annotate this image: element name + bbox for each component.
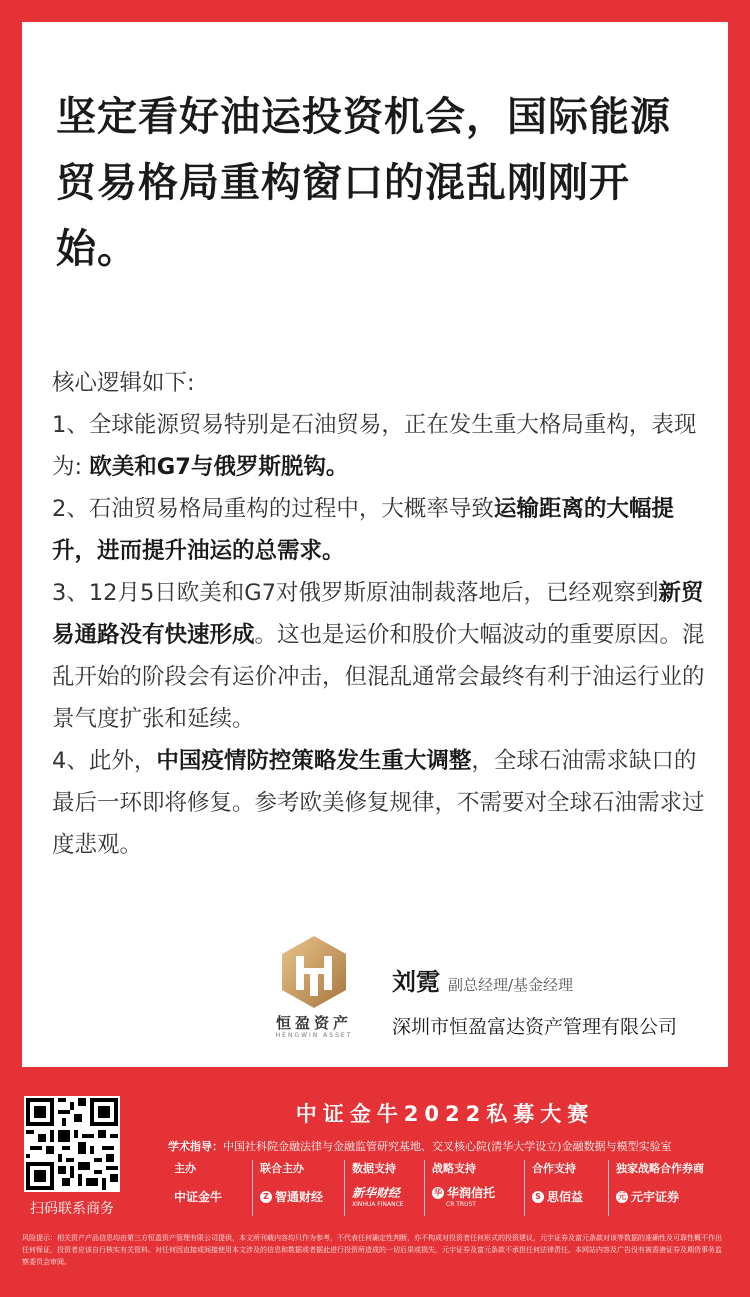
intro-line: 核心逻辑如下: [52,370,195,396]
sponsor-sub: CR TRUST [446,1201,476,1208]
cr-trust-logo-icon: 华 [434,1187,442,1197]
sponsor-role: 主办 [174,1162,196,1175]
sponsor-role: 独家战略合作券商 [616,1162,704,1175]
qr-code[interactable] [24,1096,120,1192]
sponsor-row [168,1160,740,1216]
sponsor-co-organizer [252,1160,344,1216]
sponsor-role: 数据支持 [352,1162,396,1175]
logo-cn-text: 恒盈资产 [275,1014,352,1032]
company-logo [260,932,368,1044]
author-name: 刘霓 [392,968,440,996]
point-2 [52,488,712,572]
risk-disclaimer: 风险提示：相关资产产品信息均由第三方恒盈资产管理有限公司提供，本文所刊载内容均只作为参考，不代表任何确定性判断，亦不构成对投资者任何形式的投资建议，元宇证券及富元条款对该等数据的准确性及可靠性概不作出任何保证，投资者应该自行核实有关资料。对任何因直接或间接使用本文涉及的信息和数据或者据此进行投资所造成的一切后果或损失，元宇证券及富元条款不承担任何法律责任。本网站内容及广告没有被香港证券及期货事务监察委员会审阅。 [22,1234,722,1266]
point-3 [52,572,712,740]
author-title: 副总经理/基金经理 [448,976,574,994]
contest-title: 中证金牛2022私募大赛 [295,1102,595,1126]
sponsor-strategic [424,1160,524,1216]
sponsor-name-text: 智通财经 [275,1190,324,1204]
headline: 坚定看好油运投资机会，国际能源贸易格局重构窗口的混乱刚刚开始。 [56,94,671,272]
point-2-text: 2、石油贸易格局重构的过程中，大概率导致 [52,496,494,522]
point-1-highlight: 欧美和G7与俄罗斯脱钩。 [89,454,349,480]
point-3-text: 3、12月5日欧美和G7对俄罗斯原油制裁落地后，已经观察到 [52,580,659,606]
author-block [392,962,573,997]
sponsor-name [616,1188,740,1205]
hengwin-logo-icon [260,932,368,1012]
point-3-highlight: 新贸易通路没有快速形成 [52,580,704,648]
point-4-text: 4、此外， [52,748,157,774]
qr-code-icon [26,1098,118,1190]
academic-guidance [168,1138,738,1154]
sponsor-role: 合作支持 [532,1162,576,1175]
sponsor-name [174,1188,252,1205]
sponsor-broker [608,1160,740,1216]
sponsor-name [260,1188,344,1205]
point-3-text-end: 。这也是运价和股价大幅波动的重要原因。混乱开始的阶段会有运价冲击，但混乱通常会最终有利于油运行业的景气度扩张和延续。 [52,622,705,732]
sponsor-name-text: 华润信托 [447,1186,496,1200]
logo-en-text: HENGWIN ASSET [275,1032,353,1039]
point-1-text: 1、全球能源贸易特别是石油贸易，正在发生重大格局重构，表现为: [52,412,697,480]
sponsor-name [532,1188,608,1205]
sponsor-name-text: 中证金牛 [174,1190,223,1204]
article-body [52,362,712,866]
sponsor-organizer [168,1160,252,1216]
guidance-text: 中国社科院金融法律与金融监管研究基地、交叉核心院(清华大学设立)金融数据与模型实验室 [223,1140,672,1153]
point-4 [52,740,712,866]
sponsor-role: 战略支持 [432,1162,476,1175]
sponsor-name-text: 思佰益 [547,1190,584,1204]
point-1 [52,404,712,488]
guidance-label: 学术指导： [168,1140,223,1153]
sponsor-name-text: 元宇证券 [631,1190,680,1204]
sponsor-cooperation [524,1160,608,1216]
article-card [22,22,728,1067]
point-2-highlight: 运输距离的大幅提升，进而提升油运的总需求。 [52,496,674,564]
point-4-highlight: 中国疫情防控策略发生重大调整 [156,748,472,774]
qr-label: 扫码联系商务 [30,1201,114,1217]
sponsor-role: 联合主办 [260,1162,304,1175]
sbi-logo-icon: S [532,1191,544,1203]
company-name: 深圳市恒盈富达资产管理有限公司 [392,1016,678,1038]
sponsor-sub: XINHUA FINANCE [352,1201,404,1208]
point-4-text-end: ，全球石油需求缺口的最后一环即将修复。参考欧美修复规律，不需要对全球石油需求过度悲观。 [52,748,705,858]
sponsor-name-text: 新华财经 [352,1186,401,1200]
sponsor-data [344,1160,424,1216]
yuanyu-logo-icon: 元 [618,1191,626,1201]
sponsor-name [352,1184,424,1201]
sponsor-name [432,1184,524,1201]
zhitong-logo-icon: Z [260,1191,272,1203]
